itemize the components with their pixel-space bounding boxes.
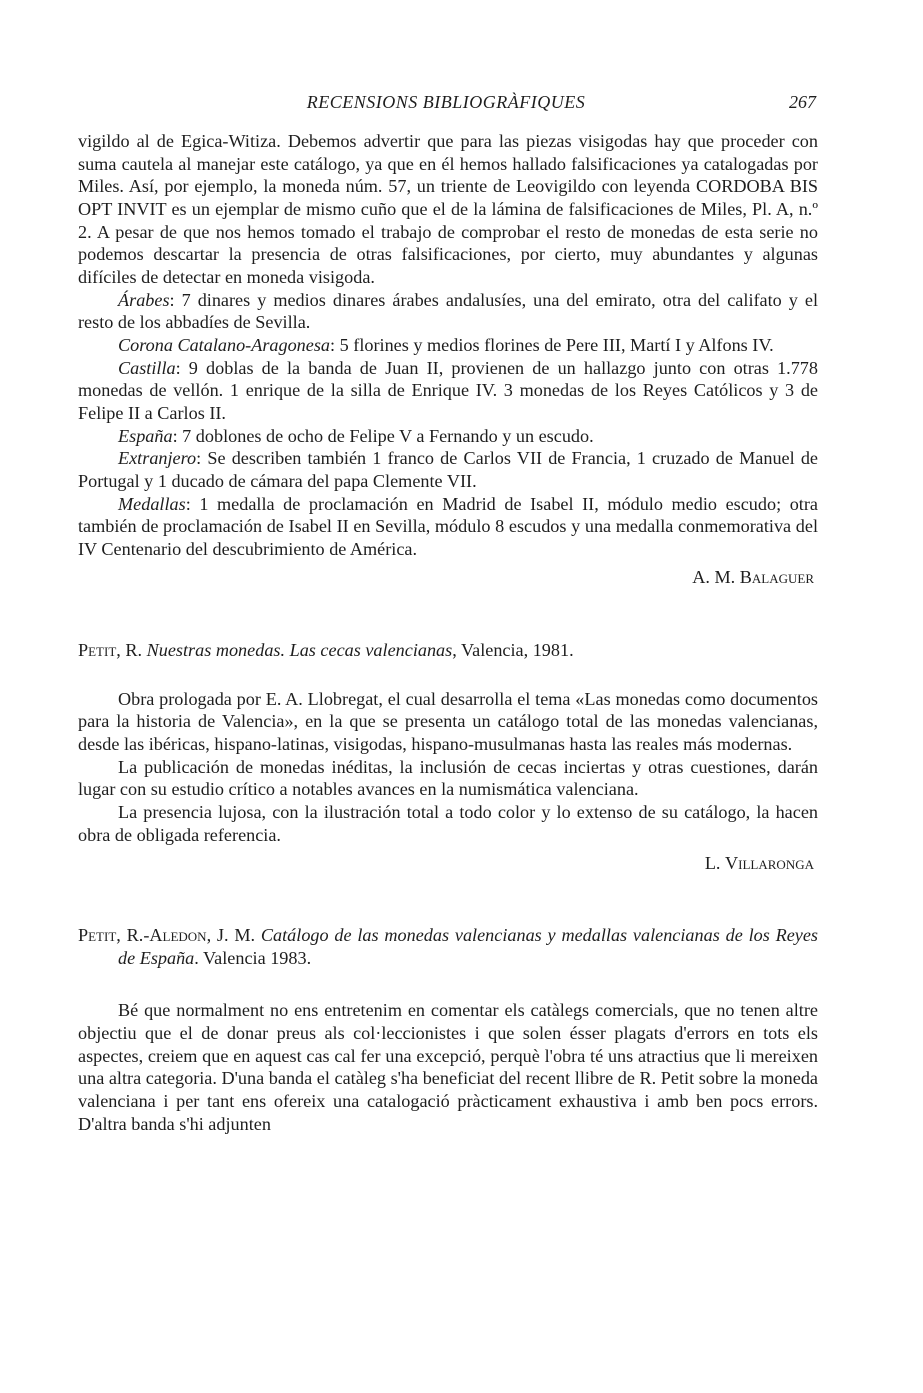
section-text: : 9 doblas de la banda de Juan II, provienen de un hallazgo junto con otras 1.778 monedas de vellón. 1 enrique de la silla de Enrique IV. 3 monedas de los Reyes Católicos y 3 de Felipe II a Carlos II. [78,357,818,423]
book-title: Catálogo de las monedas valencianas y medallas valencianas de los Reyes de España [118,925,819,968]
section-text: : 5 florines y medios florines de Pere III, Martí I y Alfons IV. [330,334,774,355]
review-2-reference: Petit, R. Nuestras monedas. Las cecas valencianas, Valencia, 1981. [78,640,574,661]
running-title: RECENSIONS BIBLIOGRÀFIQUES [306,92,586,112]
section-text: : 7 doblones de ocho de Felipe V a Fernando y un escudo. [172,425,594,446]
review-1-corona [78,334,818,357]
page-number: 267 [789,92,816,112]
review-3-reference: Petit, R.-Aledon, J. M. Catálogo de las monedas valencianas y medallas valencianas de los Reyes de España. Valencia 1983. [78,925,819,968]
review-1-signature: A. M. Balaguer [692,567,814,588]
review-3-paragraph-1: Bé que normalment no ens entretenim en comentar els catàlegs comercials, que no tenen altre objectiu que el de donar preus als col·leccionistes i que solen ésser plagats d'errors en tots els aspectes, creiem que en aquest cas cal fer una excepció, perquè l'obra té uns atractius que li mereixen una altra categoria. D'una banda el catàleg s'ha beneficiat del recent llibre de R. Petit sobre la moneda valenciana i per tant ens ofereix una catalogació pràcticament exhaustiva i amb ben pocs errors. D'altra banda s'hi adjunten [78,1000,818,1134]
section-label: Castilla [118,357,176,378]
review-1-arabes [78,289,818,334]
author-name: Petit [78,640,117,661]
section-text: : Se describen también 1 franco de Carlos VII de Francia, 1 cruzado de Manuel de Portugal y 1 ducado de cámara del papa Clemente VII. [78,448,818,491]
section-label: Corona Catalano-Aragonesa [118,334,331,355]
page-header [76,88,816,118]
review-2-paragraph-2: La publicación de monedas inéditas, la inclusión de cecas inciertas y otras cuestiones, darán lugar con su estudio crítico a notables avances en la numismática valenciana. [78,756,818,800]
author-name: Petit [78,925,117,946]
review-2-paragraph-3: La presencia lujosa, con la ilustración total a todo color y lo extenso de su catálogo, la hacen obra de obligada referencia. [78,802,818,845]
review-2-signature: L. Villaronga [704,853,814,874]
body-text [78,130,818,1135]
review-1-espana [78,425,818,448]
review-2-paragraph-1: Obra prologada por E. A. Llobregat, el cual desarrolla el tema «Las monedas como documentos para la historia de Valencia», en la que se presenta un catálogo total de las monedas valencianas, desde las ibéricas, hispano-latinas, visigodas, hispano-musulmanas hasta las reales más modernas. [78,688,818,755]
section-label: Medallas [118,493,186,514]
review-1-medallas [78,493,818,561]
review-1-castilla [78,357,818,425]
section-label: España [118,425,173,446]
section-label: Extranjero [118,448,197,469]
section-text: : 7 dinares y medios dinares árabes andalusíes, una del emirato, otra del califato y el resto de los abbadíes de Sevilla. [78,289,818,333]
review-1-extranjero [78,447,818,492]
book-title: Nuestras monedas. Las cecas valencianas [146,640,453,661]
section-text: : 1 medalla de proclamación en Madrid de Isabel II, módulo medio escudo; otra también de proclamación de Isabel II en Sevilla, módulo 8 escudos y una medalla conmemorativa del IV Centenario del descubrimiento de América. [78,493,818,559]
author-name: Aledon [149,925,207,946]
section-label: Árabes [118,289,170,310]
review-1-paragraph: vigildo al de Egica-Witiza. Debemos advertir que para las piezas visigodas hay que proceder con suma cautela al manejar este catálogo, ya que en él hemos hallado falsificaciones ya catalogadas por Miles. Así, por ejemplo, la moneda núm. 57, un triente de Leovigildo con leyenda CORDOBA BIS OPT INVIT es un ejemplar de mismo cuño que el de la lámina de falsificaciones de Miles, Pl. A, n.º 2. A pesar de que nos hemos tomado el trabajo de comprobar el resto de monedas de esta serie no podemos descartar la presencia de otras falsificaciones, por cierto, muy abundantes y algunas difíciles de detectar en moneda visigoda. [78,131,818,287]
